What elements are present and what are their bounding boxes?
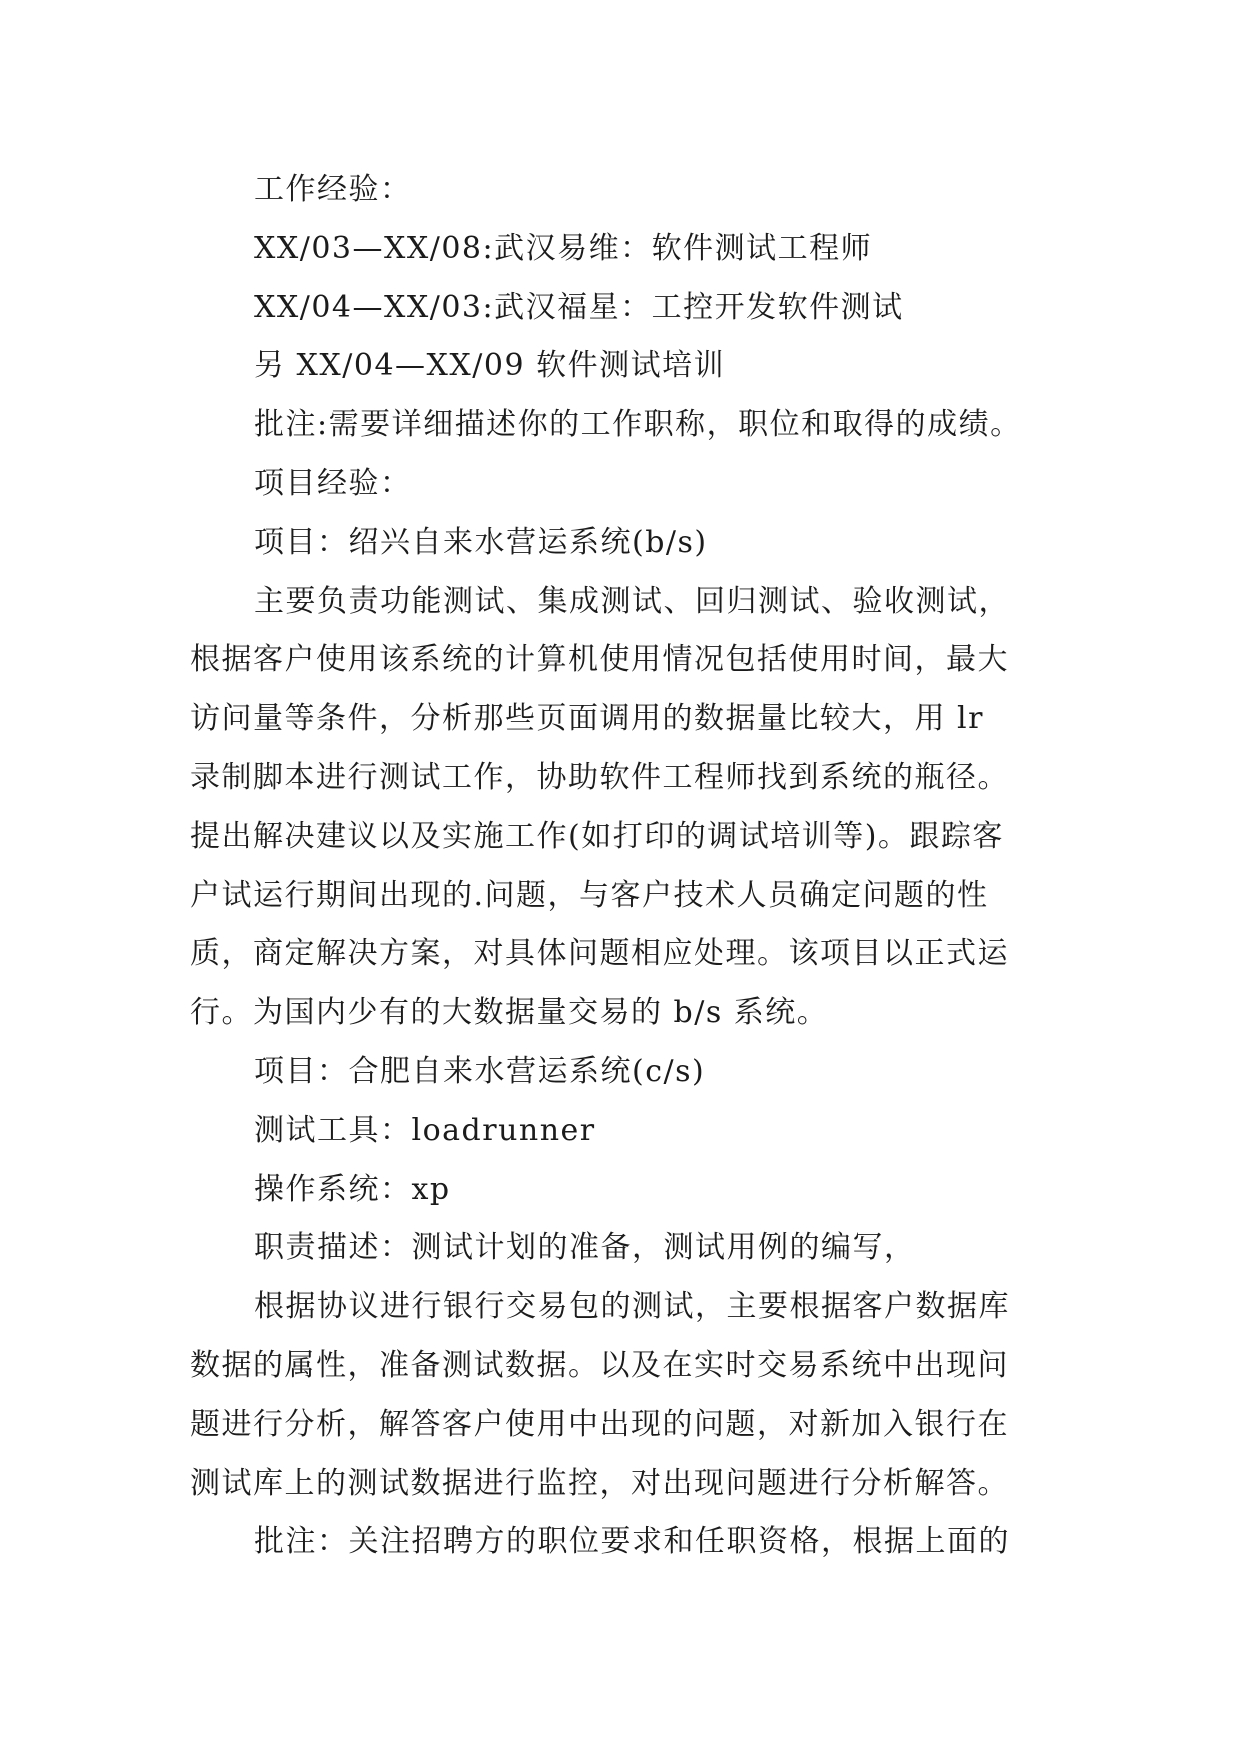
document-body: [190, 161, 1060, 1572]
paragraph-line: 测试库上的测试数据进行监控，对出现问题进行分析解答。: [190, 1465, 1009, 1501]
work-entry: XX/03—XX/08:武汉易维：软件测试工程师: [254, 230, 873, 266]
annotation-note: 批注：关注招聘方的职位要求和任职资格，根据上面的: [254, 1524, 1010, 1560]
paragraph-line: 数据的属性，准备测试数据。以及在实时交易系统中出现问: [190, 1347, 1009, 1383]
paragraph-line: 根据客户使用该系统的计算机使用情况包括使用时间，最大: [190, 642, 1009, 678]
project-detail: 测试工具：loadrunner: [254, 1112, 596, 1148]
paragraph-line: 质，商定解决方案，对具体问题相应处理。该项目以正式运: [190, 936, 1009, 972]
work-entry: 另 XX/04—XX/09 软件测试培训: [254, 348, 726, 384]
paragraph-line: 录制脚本进行测试工作，协助软件工程师找到系统的瓶径。: [190, 759, 1009, 795]
paragraph-line: 根据协议进行银行交易包的测试，主要根据客户数据库: [254, 1289, 1010, 1325]
annotation-note: 批注:需要详细描述你的工作职称，职位和取得的成绩。: [254, 407, 1022, 443]
section-heading-work-experience: 工作经验：: [254, 172, 412, 207]
section-heading-project-experience: 项目经验：: [254, 465, 412, 501]
project-title: 项目：合肥自来水营运系统(c/s): [254, 1053, 706, 1089]
project-detail: 操作系统：xp: [254, 1171, 451, 1207]
paragraph-line: 访问量等条件，分析那些页面调用的数据量比较大，用 lr: [190, 701, 984, 737]
paragraph-line: 主要负责功能测试、集成测试、回归测试、验收测试，: [254, 583, 1010, 619]
paragraph-line: 户试运行期间出现的.问题，与客户技术人员确定问题的性: [190, 877, 989, 913]
paragraph-line: 题进行分析，解答客户使用中出现的问题，对新加入银行在: [190, 1406, 1009, 1442]
work-entry: XX/04—XX/03:武汉福星：工控开发软件测试: [254, 289, 904, 325]
project-title: 项目：绍兴自来水营运系统(b/s): [254, 524, 708, 560]
paragraph-line: 提出解决建议以及实施工作(如打印的调试培训等)。跟踪客: [190, 818, 1004, 854]
project-detail: 职责描述：测试计划的准备，测试用例的编写，: [254, 1230, 916, 1266]
paragraph-line: 行。为国内少有的大数据量交易的 b/s 系统。: [190, 995, 829, 1031]
